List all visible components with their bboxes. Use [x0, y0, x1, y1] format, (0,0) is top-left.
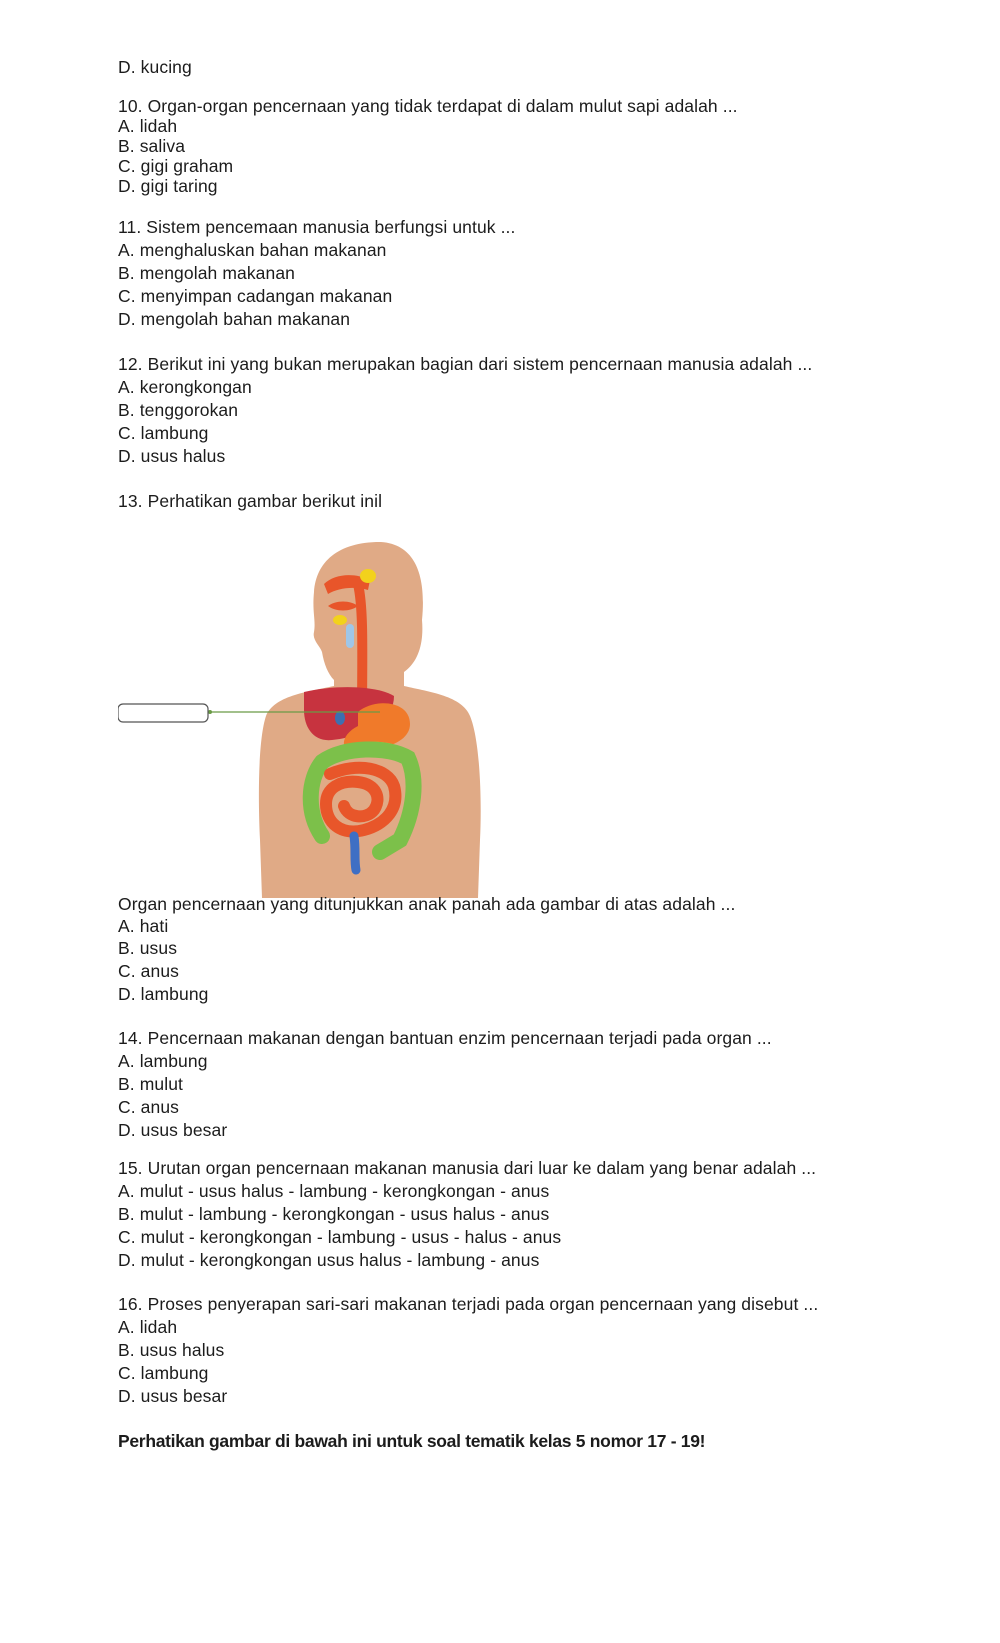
q11-option-d: D. mengolah bahan makanan	[118, 309, 351, 329]
empty-label-box[interactable]	[118, 704, 208, 722]
q12-option-c: C. lambung	[118, 423, 209, 443]
q13-option-a: A. hati	[118, 916, 169, 936]
q11-option-a: A. menghaluskan bahan makanan	[118, 240, 387, 260]
q11-question: 11. Sistem pencemaan manusia berfungsi untuk ...	[118, 217, 516, 237]
salivary-gland-icon	[360, 569, 376, 583]
q10-question: 10. Organ-organ pencernaan yang tidak terdapat di dalam mulut sapi adalah ...	[118, 96, 738, 116]
q13-option-c: C. anus	[118, 961, 180, 981]
q12-option-a: A. kerongkongan	[118, 377, 252, 397]
q11-option-b: B. mengolah makanan	[118, 263, 296, 283]
q10-option-c: C. gigi graham	[118, 156, 234, 176]
previous-option-d: D. kucing	[118, 57, 192, 77]
digestive-system-diagram	[118, 540, 498, 900]
gallbladder	[335, 711, 345, 725]
q15-option-d: D. mulut - kerongkongan usus halus - lambung - anus	[118, 1250, 540, 1270]
trachea	[346, 624, 354, 648]
q11-option-c: C. menyimpan cadangan makanan	[118, 286, 393, 306]
q14-option-c: C. anus	[118, 1097, 180, 1117]
instruction-note: Perhatikan gambar di bawah ini untuk soal tematik kelas 5 nomor 17 - 19!	[118, 1431, 706, 1451]
q10-option-b: B. saliva	[118, 136, 186, 156]
q10-option-a: A. lidah	[118, 116, 178, 136]
q14-option-a: A. lambung	[118, 1051, 208, 1071]
q10-option-d: D. gigi taring	[118, 176, 218, 196]
q13-question: Organ pencernaan yang ditunjukkan anak panah ada gambar di atas adalah ...	[118, 894, 736, 914]
q16-option-c: C. lambung	[118, 1363, 209, 1383]
q14-option-d: D. usus besar	[118, 1120, 228, 1140]
rectum	[354, 836, 356, 870]
q12-option-b: B. tenggorokan	[118, 400, 239, 420]
q15-option-b: B. mulut - lambung - kerongkongan - usus halus - anus	[118, 1204, 550, 1224]
q14-question: 14. Pencernaan makanan dengan bantuan enzim pencernaan terjadi pada organ ...	[118, 1028, 772, 1048]
q16-question: 16. Proses penyerapan sari-sari makanan terjadi pada organ pencernaan yang disebut ...	[118, 1294, 819, 1314]
q12-option-d: D. usus halus	[118, 446, 226, 466]
q15-option-c: C. mulut - kerongkongan - lambung - usus - halus - anus	[118, 1227, 562, 1247]
q16-option-d: D. usus besar	[118, 1386, 228, 1406]
q15-option-a: A. mulut - usus halus - lambung - kerongkongan - anus	[118, 1181, 550, 1201]
q12-question: 12. Berikut ini yang bukan merupakan bagian dari sistem pencernaan manusia adalah ...	[118, 354, 813, 374]
q13-intro: 13. Perhatikan gambar berikut inil	[118, 491, 383, 511]
q13-option-b: B. usus	[118, 938, 178, 958]
q13-option-d: D. lambung	[118, 984, 209, 1004]
q14-option-b: B. mulut	[118, 1074, 183, 1094]
q16-option-a: A. lidah	[118, 1317, 178, 1337]
salivary-gland-icon	[333, 615, 347, 625]
pointer-arrow-tip	[208, 710, 212, 714]
q15-question: 15. Urutan organ pencernaan makanan manusia dari luar ke dalam yang benar adalah ...	[118, 1158, 817, 1178]
q16-option-b: B. usus halus	[118, 1340, 225, 1360]
